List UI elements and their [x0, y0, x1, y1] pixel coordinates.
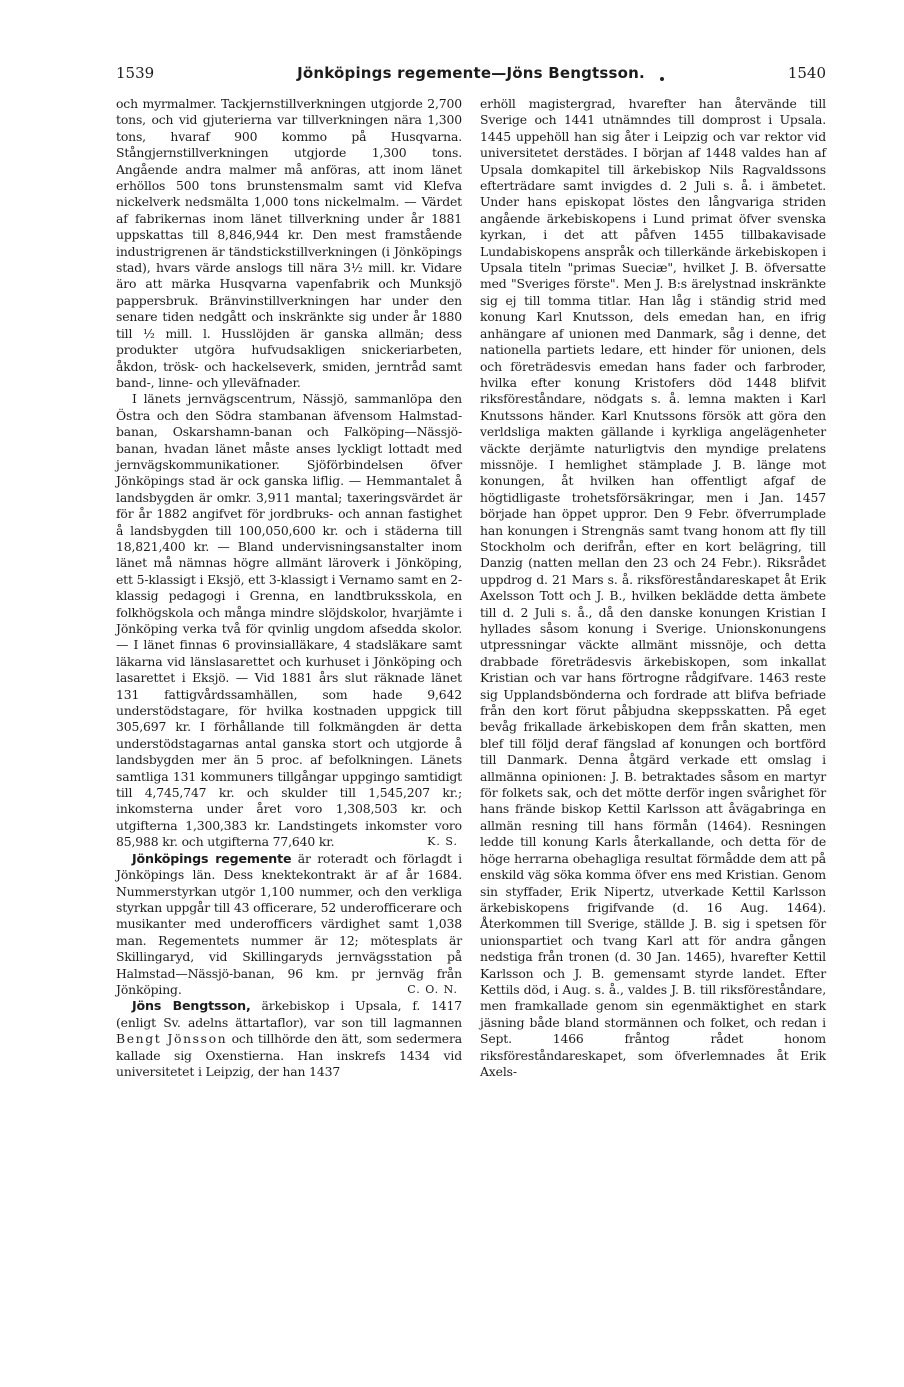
entry-jons-bengtsson — [116, 998, 462, 1080]
entry-text: är roteradt och förlagdt i Jönköpings län. Dess knektekontrakt är af år 1684. Nummerstyrkan utgör 1,100 nummer, och den verkliga styrkan uppgår till 43 officerare, 52 underofficerare och musikanter med underofficers värdighet samt 1,038 man. Regementets nummer är 12; mötesplats är Skillingaryd, vid Skillingaryds jernvägsstation på Halmstad—Nässjö-banan, 96 km. pr jernväg från Jönköping. — [116, 850, 462, 997]
person-name: Bengt Jönsson — [116, 1031, 228, 1047]
author-signature: K. S. — [427, 835, 458, 849]
entry-headword: Jönköpings regemente — [132, 850, 292, 866]
page-number-right: 1540 — [787, 64, 826, 82]
paragraph-bengtsson-continued: erhöll magistergrad, hvarefter han återvände till Sverige och 1441 utnämndes till domprost i Upsala. 1445 uppehöll han sig åter i Leipzig och var rektor vid universitetet derstädes. I början af 1448 valdes han af Upsala domkapitel till ärkebiskop Nils Ragvaldssons efterträdare samt invigdes d. 2 Juli s. å. i ämbetet. Under hans episkopat löstes den långvariga striden angående ärkebiskopens i Lund primat öfver svenska kyrkan, i det att påfven 1455 tillbakavisade Lundabiskopens anspråk och tillerkände ärkebiskopen i Upsala titeln "primas Sueciæ", hvilket J. B. öfversatte med "Sveriges förste". Men J. B:s ärelystnad inskränkte sig ej till tomma titlar. Han låg i ständig strid med konung Karl Knutsson, dels emedan han, en ifrig anhängare af unionen med Danmark, såg i denne, det nationella partiets ledare, ett hinder för unionen, dels och företrädesvis emedan hans fader och farbroder, hvilka efter konung Kristofers död 1448 blifvit riksföreståndare, nödgats s. å. lemna makten i Karl Knutssons händer. Karl Knutssons försök att göra den verldsliga makten gällande i kyrkliga angelägenheter väckte derjämte naturligtvis den myndige prelatens missnöje. I hemlighet stämplade J. B. länge mot konungen, åt hvilken han offentligt afgaf de högtidligaste trohetsförsäkringar, men i Jan. 1457 började han öppet uppror. Den 9 Febr. öfverrumplade han konungen i Strengnäs samt tvang honom att fly till Stockholm och derifrån, efter en kort belägring, till Danzig (natten mellan den 23 och 24 Febr.). Riksrådet uppdrog d. 21 Mars s. å. riksföreståndareskapet åt Erik Axelsson Tott och J. B., hvilken beklädde detta ämbete till d. 2 Juli s. å., då den danske konungen Kristian I hyllades såsom konung i Sverige. Unionskonungens utpressningar väckte allmänt missnöje, och detta drabbade företrädesvis ärkebiskopen, som inkallat Kristian och var hans förtrogne rådgifvare. 1463 reste sig Upplandsbönderna och fordrade att blifva befriade från den kort förut påbjudna skeppsskatten. På eget bevåg frikallade ärkebiskopen dem från skatten, men blef till följd deraf fängslad af konungen och bortförd till Danmark. Denna åtgärd verkade ett omslag i allmänna opinionen: J. B. betraktades såsom en martyr för folkets sak, och det mötte derför ingen svårighet för hans frände biskop Kettil Karlsson att åvägabringa en allmän resning till hans förmån (1464). Resningen ledde till konung Karls återkallande, och detta för de höge herrarna obehagliga resultat förmådde dem att på enskild väg söka komma öfver ens med Kristian. Genom sin styffader, Erik Nipertz, utverkade Kettil Karlsson ärkebiskopens frigifvande (d. 16 Aug. 1464). Återkommen till Sverige, ställde J. B. sig i spetsen för unionspartiet och tvang Karl att för andra gången nedstiga från tronen (d. 30 Jan. 1465), hvarefter Kettil Karlsson och J. B. gemensamt styrde landet. Efter Kettils död, i Aug. s. å., valdes J. B. till riksföreståndare, men framkallade genom sin egenmäktighet en stark jäsning både bland stormännen och folket, och redan i Sept. 1466 fråntog rådet honom riksföreståndareskapet, som öfverlemnades åt Erik Axels- — [480, 96, 826, 1079]
author-signature: C. O. N. — [407, 982, 458, 996]
left-column — [116, 96, 462, 1080]
entry-text-continued: och tillhörde den ätt, som sedermera kallade sig Oxenstierna. Han inskrefs 1434 vid universitetet i Leipzig, der han 1437 — [116, 1031, 462, 1079]
page-number-left: 1539 — [116, 64, 155, 82]
paragraph-industry: och myrmalmer. Tackjernstillverkningen utgjorde 2,700 tons, och vid gjuterierna var tillverkningen nära 1,300 tons, hvaraf 900 kommo på Husqvarna. Stångjernstillverkningen utgjorde 1,300 tons. Angående andra malmer må anföras, att inom länet erhöllos 500 tons brunstensmalm samt vid Klefva nickelverk nedsmälta 1,000 tons nickelmalm. — Värdet af fabrikernas inom länet tillverkning under år 1881 uppskattas till 8,846,944 kr. Den mest framstående industrigrenen är tändstickstillverkningen (i Jönköpings stad), hvars värde anslogs till nära 3½ mill. kr. Vidare äro att märka Husqvarna vapenfabrik och Munksjö pappersbruk. Bränvinstillverkningen har under den senare tiden nedgått och inskränkte sig under år 1880 till ½ mill. l. Husslöjden är ganska allmän; dess produkter utgöra hufvudsakligen snickeriarbeten, åkdon, trösk- och hackelseverk, smiden, jerntråd samt band-, linne- och ylleväfnader. — [116, 96, 462, 390]
entry-text: ärkebiskop i Upsala, f. 1417 (enligt Sv. adelns ättartaflor), var son till lagmannen — [116, 998, 462, 1030]
right-column — [480, 96, 826, 1080]
entry-headword: Jöns Bengtsson, — [132, 998, 251, 1014]
paragraph-railways — [116, 391, 462, 850]
paragraph-railways-text: I länets jernvägscentrum, Nässjö, sammanlöpa den Östra och den Södra stambanan äfvensom Halmstad-banan, Oskarshamn-banan och Falköping—Nässjö-banan, hvadan länet måste anses lyckligt lottadt med jernvägskommunikationer. Sjöförbindelsen öfver Jönköpings stad är ock ganska liflig. — Hemmantalet å landsbygden är omkr. 3,911 mantal; taxeringsvärdet är för år 1882 angifvet för jordbruks- och annan fastighet å landsbygden till 100,050,600 kr. och i städerna till 18,821,400 kr. — Bland undervisningsanstalter inom länet må nämnas högre allmänt läroverk i Jönköping, ett 5-klassigt i Eksjö, ett 3-klassigt i Vernamo samt en 2-klassig pedagogi i Grenna, en landtbruksskola, en folkhögskola och många mindre slöjdskolor, hvarjämte i Jönköping verka två för qvinlig ungdom afsedda skolor. — I länet finnas 6 provinsialläkare, 4 stadsläkare samt läkarna vid länslasarettet och kurhuset i Jönköping och lasarettet i Eksjö. — Vid 1881 års slut räknade länet 131 fattigvårdssamhällen, som hade 9,642 understödstagare, för hvilka kostnaden uppgick till 305,697 kr. I förhållande till folkmängden är detta understödstagarnas antal ganska stort och utgjorde å landsbygden mer än 5 proc. af befolkningen. Länets samtliga 131 kommuners tillgångar uppgingo samtidigt till 4,745,747 kr. och skulder till 1,545,207 kr.; inkomsterna under året voro 1,308,503 kr. och utgifterna 1,300,383 kr. Landstingets inkomster voro 85,988 kr. och utgifterna 77,640 kr. — [116, 391, 462, 850]
running-header — [116, 64, 826, 84]
entry-jonkopings-regemente — [116, 851, 462, 999]
running-title: Jönköpings regemente—Jöns Bengtsson. — [297, 64, 645, 82]
